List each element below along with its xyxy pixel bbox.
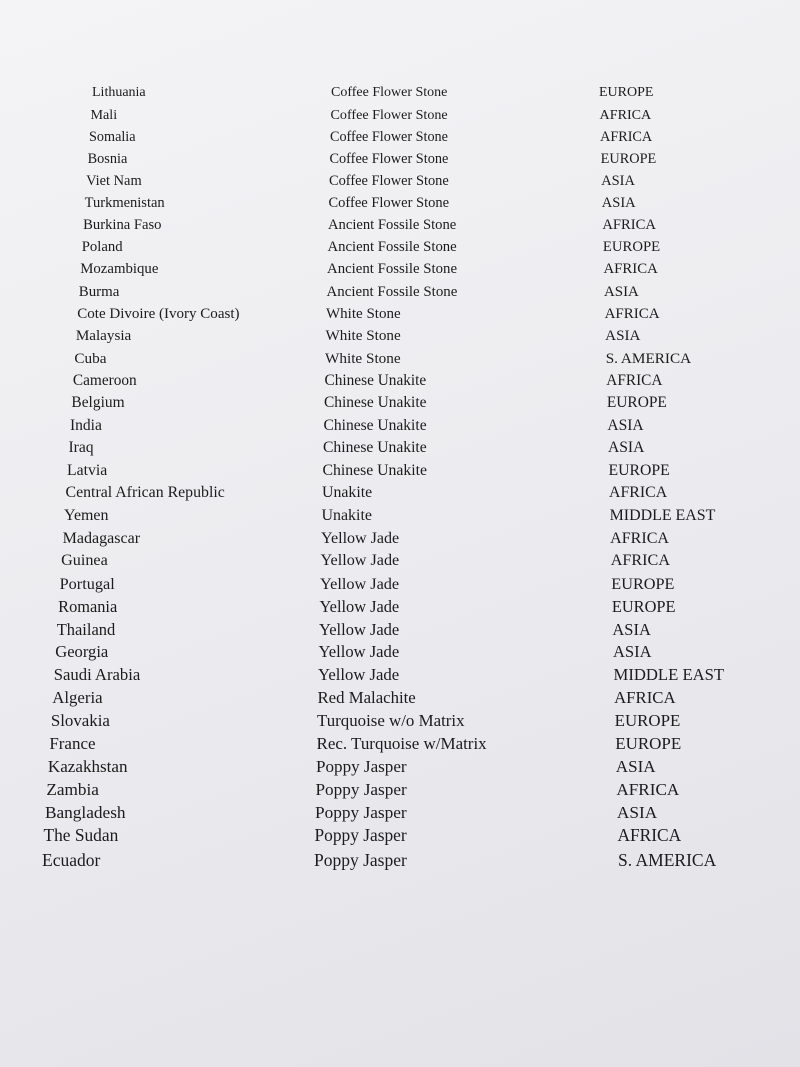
country-cell: France bbox=[49, 734, 96, 754]
country-cell: Turkmenistan bbox=[84, 194, 165, 211]
country-cell: The Sudan bbox=[43, 826, 119, 846]
region-cell: ASIA bbox=[612, 619, 651, 639]
table-row bbox=[0, 619, 800, 641]
country-cell: India bbox=[69, 416, 102, 434]
table-row bbox=[0, 733, 800, 755]
stone-cell: White Stone bbox=[326, 305, 401, 322]
stone-cell: Chinese Unakite bbox=[322, 461, 428, 479]
country-cell: Poland bbox=[81, 239, 123, 256]
region-cell: ASIA bbox=[604, 283, 639, 300]
country-cell: Yemen bbox=[64, 506, 109, 524]
stone-cell: Yellow Jade bbox=[319, 596, 400, 616]
country-cell: Malaysia bbox=[75, 328, 132, 345]
stone-cell: Yellow Jade bbox=[319, 619, 400, 639]
stone-cell: Poppy Jasper bbox=[315, 803, 407, 823]
stone-cell: White Stone bbox=[325, 349, 401, 367]
table-row bbox=[0, 482, 800, 504]
region-cell: S. AMERICA bbox=[605, 349, 692, 367]
stone-cell: Ancient Fossile Stone bbox=[326, 283, 458, 300]
table-row bbox=[0, 756, 800, 778]
stone-cell: Chinese Unakite bbox=[324, 394, 427, 412]
table-row bbox=[0, 192, 800, 214]
stone-cell: Yellow Jade bbox=[318, 642, 400, 662]
table-row bbox=[0, 415, 800, 437]
table-row bbox=[0, 126, 800, 148]
table-row bbox=[0, 779, 800, 801]
country-cell: Cameroon bbox=[72, 371, 137, 389]
country-cell: Algeria bbox=[52, 688, 103, 708]
region-cell: EUROPE bbox=[614, 711, 681, 731]
country-cell: Lithuania bbox=[92, 85, 146, 100]
table-row bbox=[0, 528, 800, 550]
country-cell: Mozambique bbox=[80, 261, 159, 278]
country-cell: Belgium bbox=[71, 394, 125, 412]
table-row bbox=[0, 710, 800, 732]
country-cell: Bosnia bbox=[87, 150, 128, 167]
region-cell: AFRICA bbox=[614, 688, 676, 708]
country-cell: Viet Nam bbox=[86, 172, 142, 189]
table-row bbox=[0, 641, 800, 663]
country-cell: Guinea bbox=[61, 552, 108, 570]
stone-cell: Coffee Flower Stone bbox=[330, 128, 448, 145]
country-cell: Ecuador bbox=[42, 849, 101, 870]
region-cell: MIDDLE EAST bbox=[613, 665, 725, 685]
stone-cell: Coffee Flower Stone bbox=[329, 150, 449, 167]
table-row bbox=[0, 348, 800, 370]
country-cell: Mali bbox=[90, 106, 118, 123]
table-row bbox=[0, 550, 800, 572]
table-row bbox=[0, 392, 800, 414]
region-cell: EUROPE bbox=[600, 150, 657, 167]
region-cell: AFRICA bbox=[609, 484, 668, 502]
stone-cell: Yellow Jade bbox=[318, 665, 400, 685]
country-cell: Latvia bbox=[67, 461, 108, 479]
region-cell: EUROPE bbox=[599, 85, 654, 100]
table-row bbox=[0, 802, 800, 824]
stone-cell: White Stone bbox=[325, 328, 401, 345]
table-row bbox=[0, 505, 800, 527]
table-row bbox=[0, 236, 800, 258]
country-cell: Georgia bbox=[55, 642, 109, 662]
table-row bbox=[0, 849, 800, 871]
region-cell: S. AMERICA bbox=[618, 849, 717, 870]
country-cell: Cuba bbox=[74, 349, 107, 367]
region-cell: ASIA bbox=[601, 194, 636, 211]
region-cell: AFRICA bbox=[602, 217, 656, 234]
country-cell: Thailand bbox=[56, 619, 116, 639]
stone-cell: Coffee Flower Stone bbox=[331, 85, 448, 100]
stone-cell: Yellow Jade bbox=[321, 529, 400, 547]
country-cell: Slovakia bbox=[50, 711, 110, 731]
stone-cell: Red Malachite bbox=[317, 688, 416, 708]
table-row bbox=[0, 437, 800, 459]
stone-cell: Chinese Unakite bbox=[324, 371, 427, 389]
stone-cell: Coffee Flower Stone bbox=[330, 106, 448, 123]
table-row bbox=[0, 148, 800, 170]
region-cell: AFRICA bbox=[603, 261, 658, 278]
country-cell: Central African Republic bbox=[65, 484, 225, 502]
table-row bbox=[0, 825, 800, 847]
region-cell: MIDDLE EAST bbox=[609, 506, 716, 524]
country-cell: Burma bbox=[78, 283, 120, 300]
stone-cell: Ancient Fossile Stone bbox=[327, 261, 458, 278]
country-cell: Portugal bbox=[59, 575, 115, 593]
country-cell: Burkina Faso bbox=[83, 217, 162, 234]
region-cell: EUROPE bbox=[611, 596, 676, 616]
stone-cell: Turquoise w/o Matrix bbox=[317, 711, 465, 731]
country-cell: Kazakhstan bbox=[47, 757, 128, 777]
region-cell: ASIA bbox=[607, 439, 645, 457]
table-row bbox=[0, 170, 800, 192]
region-cell: AFRICA bbox=[610, 552, 670, 570]
table-row bbox=[0, 370, 800, 392]
table-row bbox=[0, 258, 800, 280]
region-cell: AFRICA bbox=[599, 106, 652, 123]
country-cell: Cote Divoire (Ivory Coast) bbox=[77, 305, 240, 322]
stone-cell: Yellow Jade bbox=[320, 552, 400, 570]
region-cell: AFRICA bbox=[604, 305, 660, 322]
stone-cell: Unakite bbox=[321, 506, 372, 524]
stone-cell: Ancient Fossile Stone bbox=[327, 239, 457, 256]
stone-cell: Coffee Flower Stone bbox=[328, 194, 450, 211]
table-row bbox=[0, 281, 800, 303]
stone-cell: Chinese Unakite bbox=[323, 416, 427, 434]
region-cell: ASIA bbox=[601, 172, 635, 189]
region-cell: ASIA bbox=[605, 328, 641, 345]
country-cell: Iraq bbox=[68, 439, 94, 457]
stone-cell: Poppy Jasper bbox=[314, 849, 407, 870]
region-cell: EUROPE bbox=[606, 394, 667, 412]
stone-cell: Poppy Jasper bbox=[314, 826, 407, 846]
region-cell: ASIA bbox=[607, 416, 644, 434]
table-row bbox=[0, 460, 800, 482]
region-cell: EUROPE bbox=[615, 734, 682, 754]
country-cell: Saudi Arabia bbox=[53, 665, 141, 685]
stone-cell: Rec. Turquoise w/Matrix bbox=[316, 734, 487, 754]
region-cell: ASIA bbox=[612, 642, 652, 662]
table-row bbox=[0, 82, 800, 104]
country-cell: Bangladesh bbox=[44, 803, 126, 823]
region-cell: AFRICA bbox=[610, 529, 670, 547]
table-row bbox=[0, 596, 800, 618]
region-cell: EUROPE bbox=[611, 575, 675, 593]
region-cell: EUROPE bbox=[608, 461, 670, 479]
country-cell: Romania bbox=[58, 596, 118, 616]
region-cell: EUROPE bbox=[602, 239, 661, 256]
table-row bbox=[0, 303, 800, 325]
region-cell: ASIA bbox=[616, 803, 658, 823]
country-cell: Somalia bbox=[89, 128, 136, 145]
stone-cell: Yellow Jade bbox=[320, 575, 400, 593]
region-cell: AFRICA bbox=[616, 780, 680, 800]
table-row bbox=[0, 687, 800, 709]
table-row bbox=[0, 104, 800, 126]
stone-cell: Poppy Jasper bbox=[315, 780, 407, 800]
stone-cell: Chinese Unakite bbox=[323, 439, 427, 457]
table-row bbox=[0, 573, 800, 595]
country-cell: Zambia bbox=[46, 780, 99, 800]
stone-cell: Unakite bbox=[322, 484, 373, 502]
stone-cell: Coffee Flower Stone bbox=[329, 172, 449, 189]
region-cell: ASIA bbox=[615, 757, 656, 777]
stone-cell: Poppy Jasper bbox=[316, 757, 407, 777]
table-row bbox=[0, 664, 800, 686]
table-row bbox=[0, 325, 800, 347]
table-row bbox=[0, 214, 800, 236]
country-cell: Madagascar bbox=[62, 529, 141, 547]
stone-cell: Ancient Fossile Stone bbox=[328, 217, 457, 234]
region-cell: AFRICA bbox=[617, 826, 682, 846]
region-cell: AFRICA bbox=[606, 371, 663, 389]
region-cell: AFRICA bbox=[600, 128, 653, 145]
